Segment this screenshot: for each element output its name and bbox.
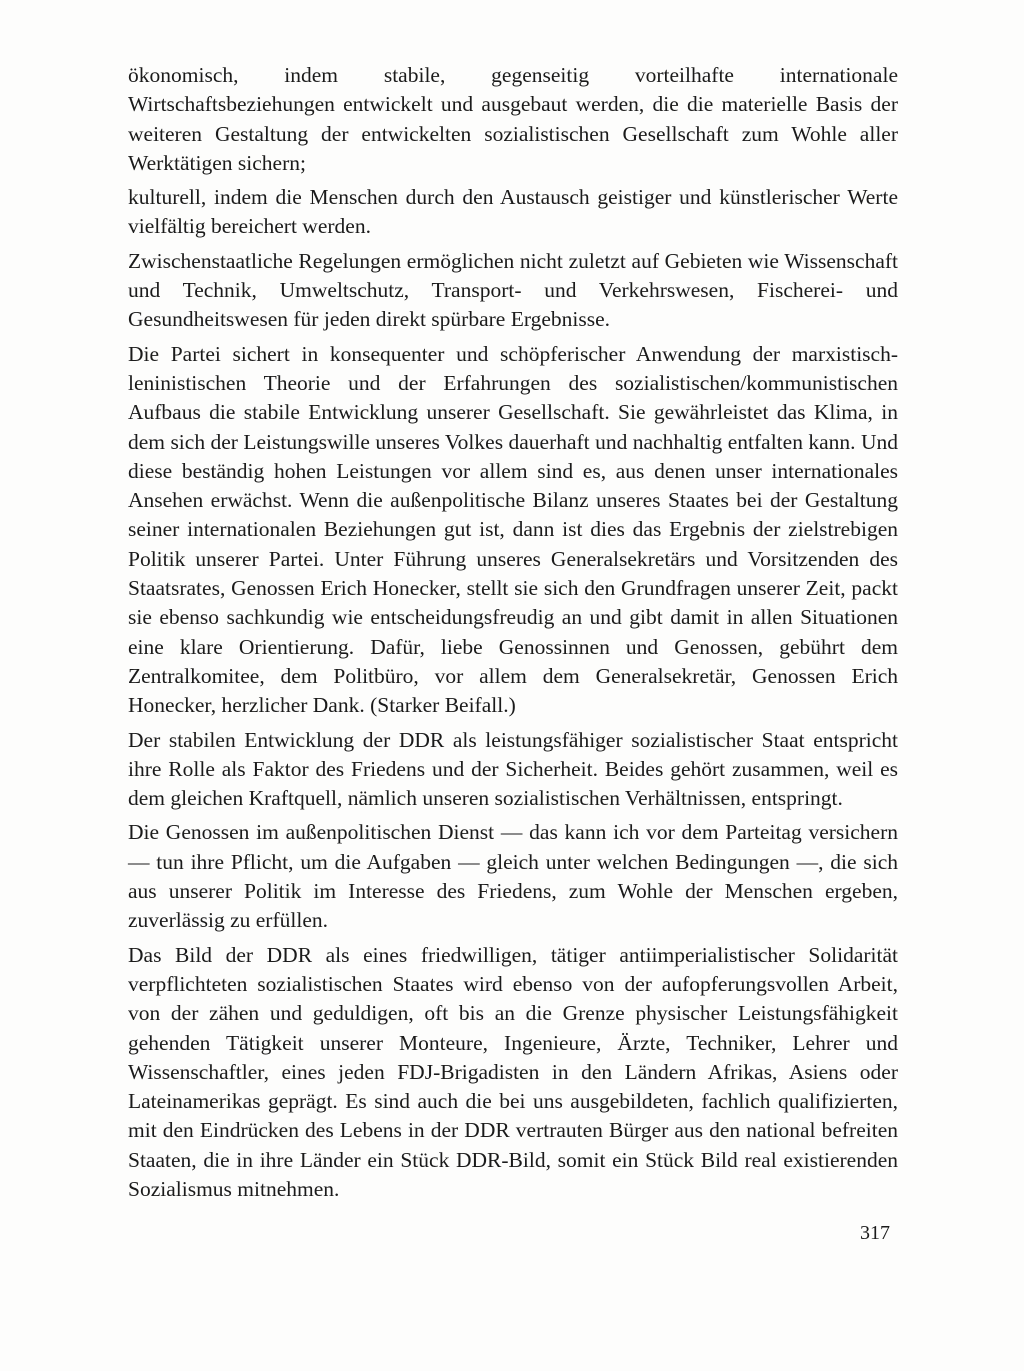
body-text [128,61,898,1209]
paragraph-3: Zwischenstaatliche Regelungen ermöglichen nicht zuletzt auf Gebieten wie Wissenschaft und Technik, Umweltschutz, Transport- und Verkehrswesen, Fischerei- und Gesundheitswesen für jeden direkt spürbare Ergebnisse. [128,248,898,332]
paragraph-5: Der stabilen Entwicklung der DDR als leistungsfähiger sozialistischer Staat entspricht ihre Rolle als Faktor des Friedens und der Sicherheit. Beides gehört zusammen, weil es dem gleichen Kraftquell, nämlich unseren sozialistischen Verhältnissen, entspringt. [128,727,898,811]
paragraph-1: ökonomisch, indem stabile, gegenseitig vorteilhafte internationale Wirtschaftsbeziehungen entwickelt und ausgebaut werden, die die materielle Basis der weiteren Gestaltung der entwickelten sozialistischen Gesellschaft zum Wohle aller Werktätigen sichern; [128,63,898,175]
paragraph-2: kulturell, indem die Menschen durch den Austausch geistiger und künstlerischer Werte vielfältig bereichert werden. [128,185,898,239]
page-number: 317 [860,1222,890,1244]
paragraph-6: Die Genossen im außenpolitischen Dienst — das kann ich vor dem Parteitag versichern — tun ihre Pflicht, um die Aufgaben — gleich unter welchen Bedingungen —, die sich aus unserer Politik im Interesse des Friedens, zum Wohle der Menschen ergeben, zuverlässig zu erfüllen. [128,820,898,933]
paragraph-4: Die Partei sichert in konsequenter und schöpferischer Anwendung der marxistisch-leninistischen Theorie und der Erfahrungen des sozialistischen/kommunistischen Aufbaus die stabile Entwicklung unserer Gesellschaft. Sie gewährleistet das Klima, in dem sich der Leistungswille unseres Volkes dauerhaft und nachhaltig entfalten kann. Und diese beständig hohen Leistungen vor allem sind es, aus denen unser internationales Ansehen erwächst. Wenn die außenpolitische Bilanz unseres Staates bei der Gestaltung seiner internationalen Beziehungen gut ist, dann ist dies das Ergebnis der zielstrebigen Politik unserer Partei. Unter Führung unseres Generalsekretärs und Vorsitzenden des Staatsrates, Genossen Erich Honecker, stellt sie sich den Grundfragen unserer Zeit, packt sie ebenso sachkundig wie entscheidungsfreudig an und gibt damit in allen Situationen eine klare Orientierung. Dafür, liebe Genossinnen und Genossen, gebührt dem Zentralkomitee, dem Politbüro, vor allem dem Generalsekretär, Genossen Erich Honecker, herzlicher Dank. (Starker Beifall.) [128,341,898,718]
paragraph-7: Das Bild der DDR als eines friedwilligen, tätiger antiimperialistischer Solidarität verpflichteten sozialistischen Staates wird ebenso von der aufopferungsvollen Arbeit, von der zähen und geduldigen, oft bis an die Grenze physischer Leistungsfähigkeit gehenden Tätigkeit unserer Monteure, Ingenieure, Ärzte, Techniker, Lehrer und Wissenschaftler, eines jeden FDJ-Brigadisten in den Ländern Afrikas, Asiens oder Lateinamerikas geprägt. Es sind auch die bei uns ausgebildeten, fachlich qualifizierten, mit den Eindrücken des Lebens in der DDR vertrauten Bürger aus den national befreiten Staaten, die in ihre Länder ein Stück DDR-Bild, somit ein Stück Bild real existierenden Sozialismus mitnehmen. [128,942,898,1201]
